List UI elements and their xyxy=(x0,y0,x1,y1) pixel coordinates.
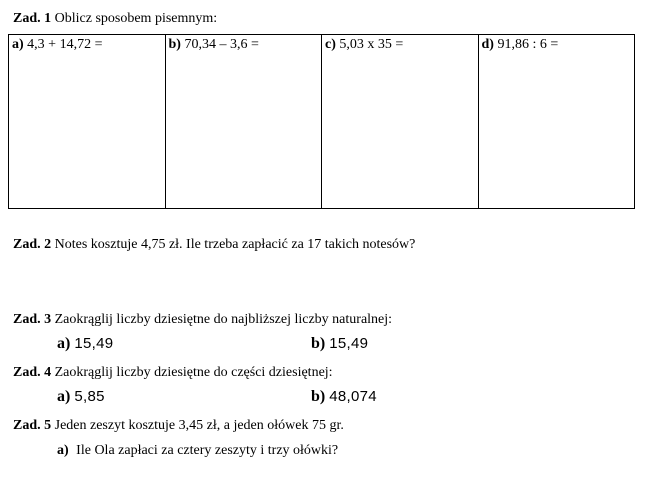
task3-label: Zad. 3 xyxy=(13,312,52,327)
task3-text: Zaokrąglij liczby dziesiętne do najbliższej liczby naturalnej: xyxy=(54,312,393,327)
task4-value-a: 5,85 xyxy=(74,388,105,405)
calc-letter-d: d) xyxy=(481,37,494,52)
task1-text: Oblicz sposobem pisemnym: xyxy=(54,11,218,26)
task2-heading xyxy=(13,237,415,253)
calc-cell-b[interactable] xyxy=(165,35,322,209)
task3-letter-b: b) xyxy=(311,335,326,352)
task3-item-b xyxy=(311,335,368,353)
task1-label: Zad. 1 xyxy=(13,11,52,26)
task4-item-b xyxy=(311,388,377,406)
calc-expr-a: 4,3 + 14,72 = xyxy=(27,37,103,52)
task3-letter-a: a) xyxy=(57,335,71,352)
task4-letter-b: b) xyxy=(311,388,326,405)
task4-item-a xyxy=(57,388,105,406)
calc-letter-a: a) xyxy=(12,37,24,52)
calc-letter-b: b) xyxy=(168,37,181,52)
task1-heading xyxy=(13,11,217,27)
calc-expr-b: 70,34 – 3,6 = xyxy=(184,37,259,52)
task4-value-b: 48,074 xyxy=(329,388,377,405)
calc-expr-c: 5,03 x 35 = xyxy=(339,37,404,52)
calc-letter-c: c) xyxy=(325,37,336,52)
task5-sub-text: Ile Ola zapłaci za cztery zeszyty i trzy ołówki? xyxy=(76,443,339,458)
task3-value-b: 15,49 xyxy=(329,335,369,352)
task4-label: Zad. 4 xyxy=(13,365,52,380)
task2-label: Zad. 2 xyxy=(13,237,52,252)
task4-letter-a: a) xyxy=(57,388,71,405)
task5-heading xyxy=(13,418,344,434)
task5-text: Jeden zeszyt kosztuje 3,45 zł, a jeden ołówek 75 gr. xyxy=(54,418,344,433)
calc-cell-a[interactable] xyxy=(9,35,166,209)
calculation-table xyxy=(8,34,635,209)
task4-heading xyxy=(13,365,333,381)
task5-sub-a xyxy=(57,443,338,459)
calc-expr-d: 91,86 : 6 = xyxy=(497,37,559,52)
task5-label: Zad. 5 xyxy=(13,418,52,433)
task5-sub-letter: a) xyxy=(57,443,69,458)
calc-cell-d[interactable] xyxy=(478,35,635,209)
task3-heading xyxy=(13,312,392,328)
task3-item-a xyxy=(57,335,113,353)
task4-text: Zaokrąglij liczby dziesiętne do części dziesiętnej: xyxy=(54,365,333,380)
task3-value-a: 15,49 xyxy=(74,335,114,352)
calc-cell-c[interactable] xyxy=(322,35,479,209)
task2-text: Notes kosztuje 4,75 zł. Ile trzeba zapłacić za 17 takich notesów? xyxy=(54,237,416,252)
